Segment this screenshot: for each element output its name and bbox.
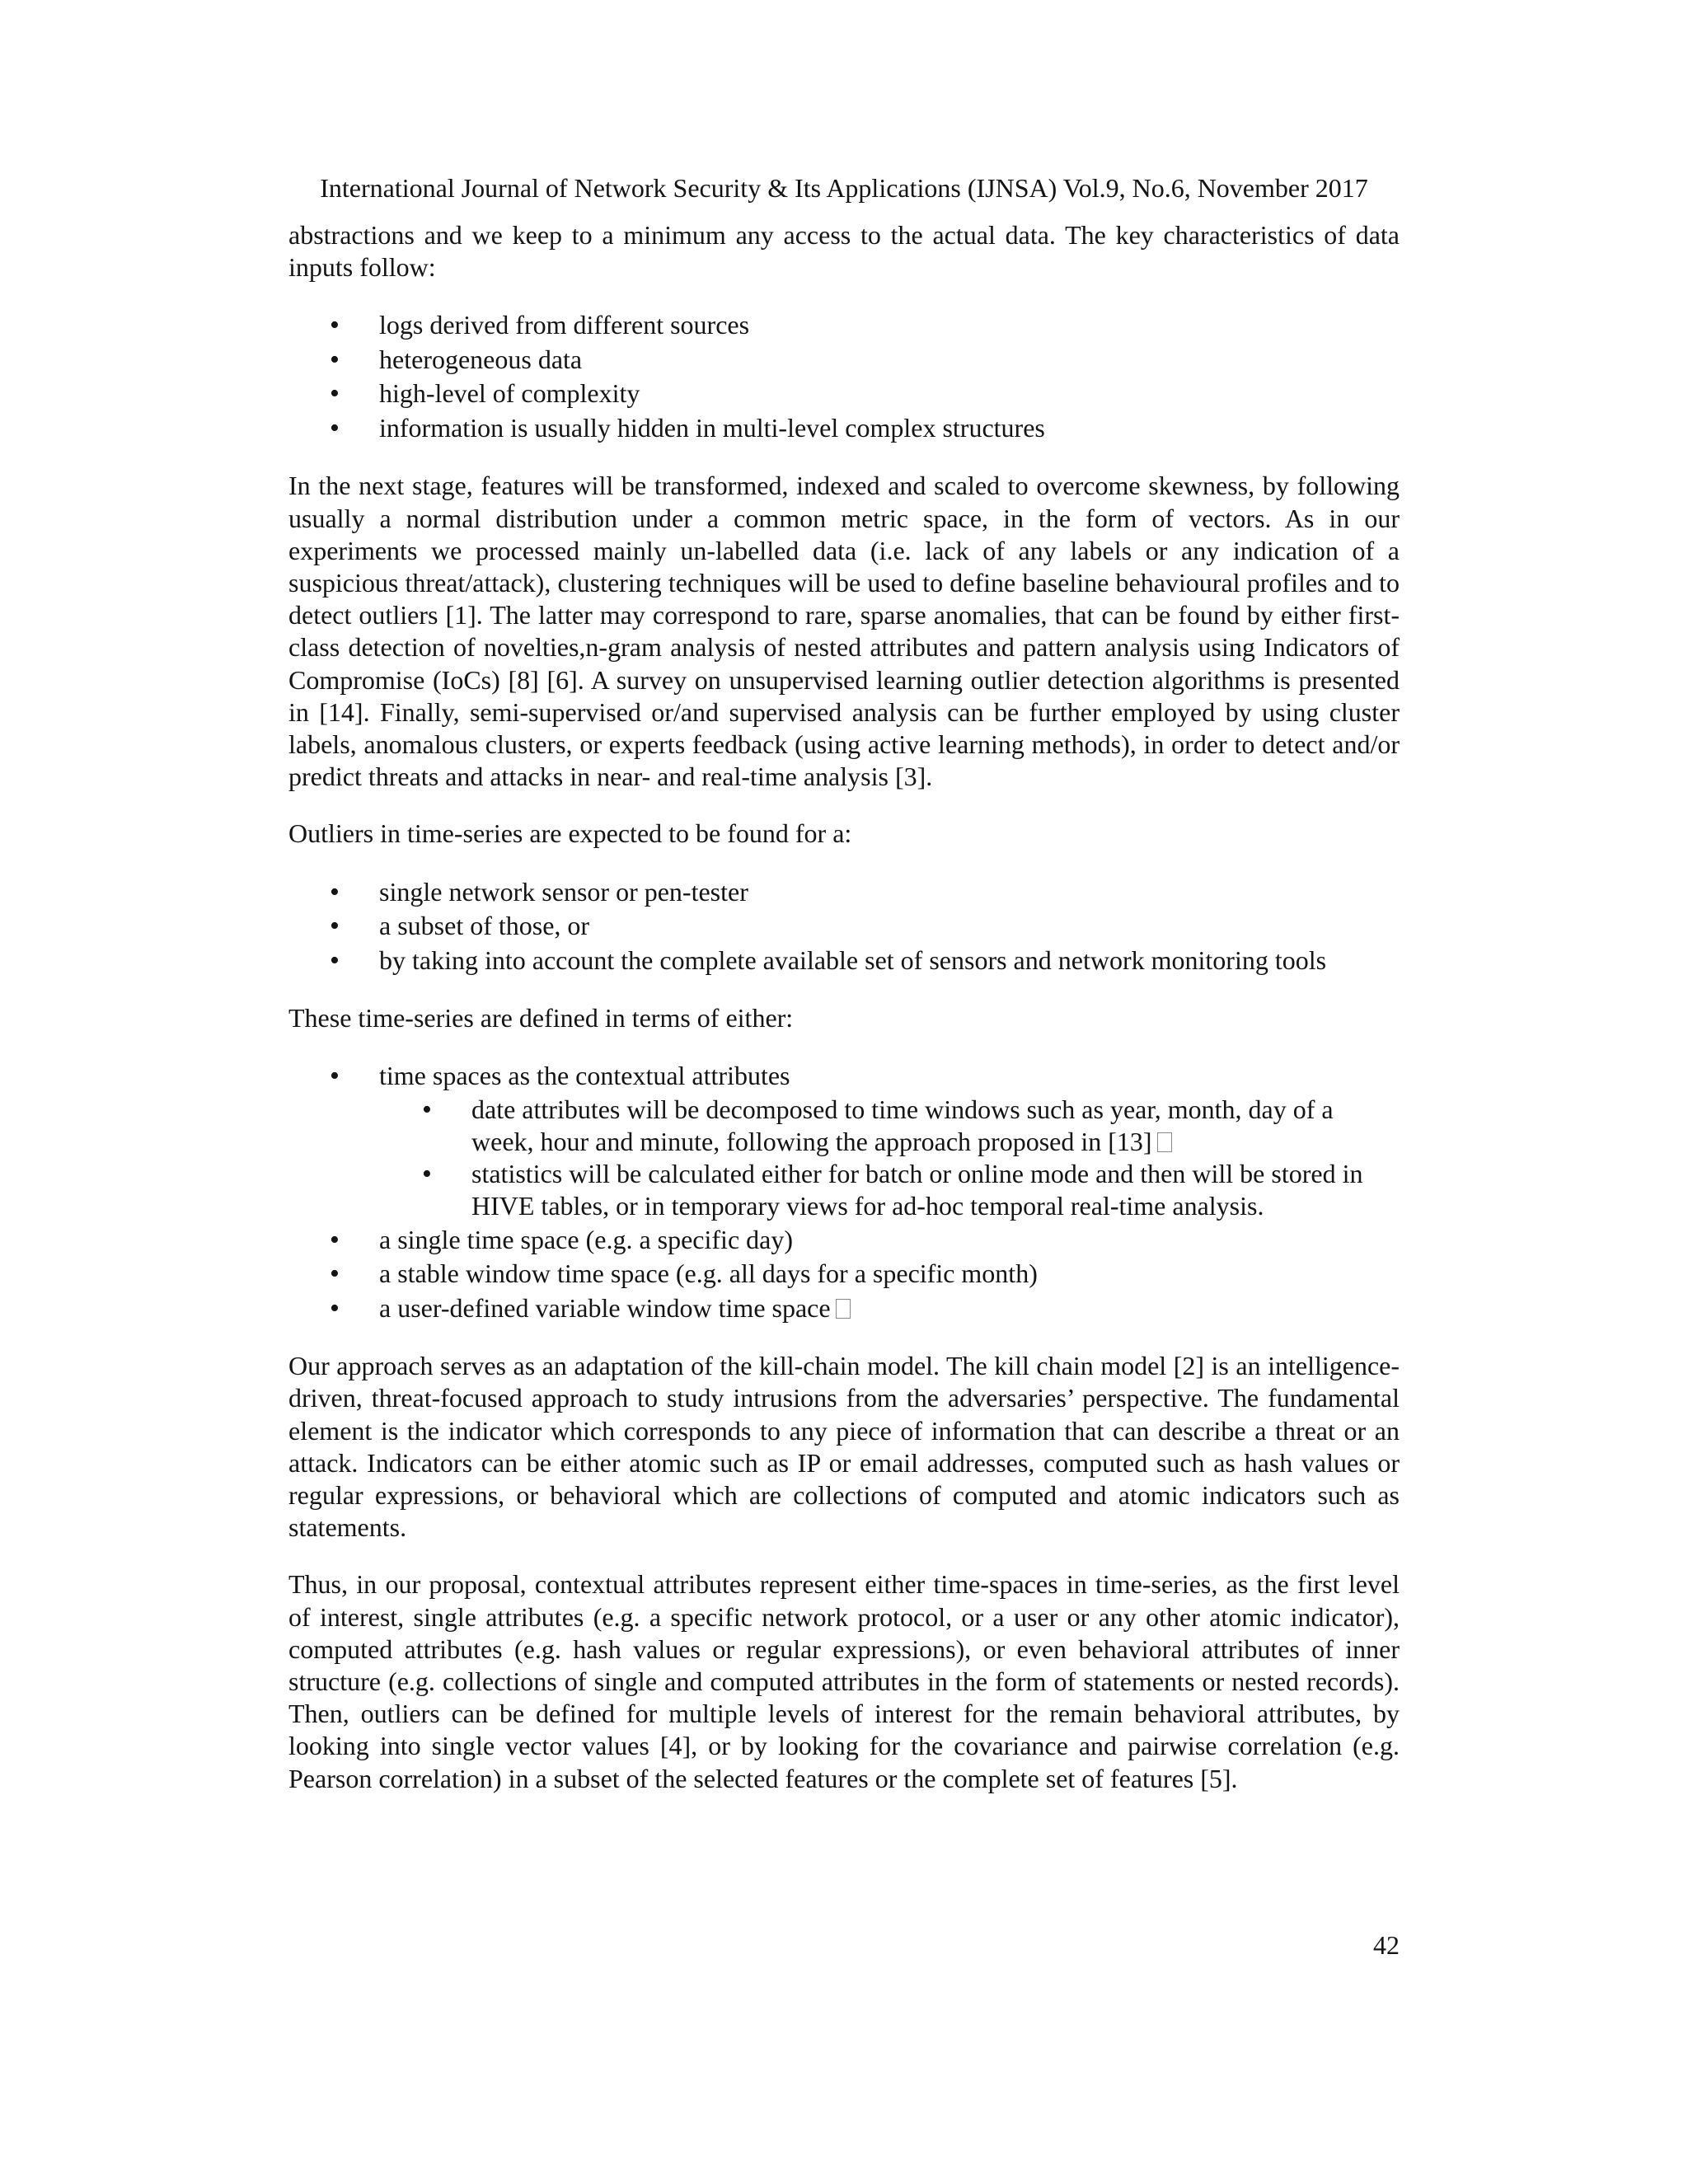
timeseries-list	[288, 1059, 1400, 1325]
missing-glyph-icon	[836, 1299, 851, 1319]
list-item: • heterogeneous data	[288, 343, 1400, 377]
list-item: • high-level of complexity	[288, 377, 1400, 411]
paragraph-timeseries-intro: These time-series are defined in terms of either:	[288, 1003, 794, 1033]
list-item: • information is usually hidden in multi-level complex structures	[288, 411, 1400, 446]
list-item-text: time spaces as the contextual attributes	[379, 1061, 790, 1091]
body-text	[288, 219, 1400, 1820]
list-item: • a subset of those, or	[288, 909, 1400, 944]
list-item: • logs derived from different sources	[288, 308, 1400, 343]
outlier-scope-list	[288, 875, 1400, 978]
list-item: • by taking into account the complete available set of sensors and network monitoring tools	[288, 944, 1400, 978]
paragraph-kill-chain: Our approach serves as an adaptation of the kill-chain model. The kill chain model [2] is an intelligence-driven, threat-focused approach to study intrusions from the adversaries’ perspective. The fundamental element is the indicator which corresponds to any piece of information that can describe a threat or an attack. Indicators can be either atomic such as IP or email addresses, computed such as hash values or regular expressions, or behavioral which are collections of computed and atomic indicators such as statements.	[288, 1351, 1400, 1543]
paragraph-outliers-intro: Outliers in time-series are expected to be found for a:	[288, 818, 852, 849]
missing-glyph-icon	[1157, 1132, 1172, 1152]
list-item	[288, 1291, 1400, 1326]
list-item	[288, 1059, 1400, 1222]
list-item: • a single time space (e.g. a specific day)	[288, 1223, 1400, 1258]
sub-list-item: • statistics will be calculated either for batch or online mode and then will be stored in HIVE tables, or in temporary views for ad-hoc temporal real-time analysis.	[288, 1158, 1400, 1222]
characteristics-list	[288, 308, 1400, 445]
list-item: • a stable window time space (e.g. all days for a specific month)	[288, 1257, 1400, 1291]
paragraph-intro: abstractions and we keep to a minimum any access to the actual data. The key characteristics of data inputs follow:	[288, 220, 1400, 283]
list-item-text: a user-defined variable window time space	[379, 1292, 831, 1323]
sub-list	[379, 1094, 1400, 1223]
paragraph-next-stage: In the next stage, features will be transformed, indexed and scaled to overcome skewness, by following usually a normal distribution under a common metric space, in the form of vectors. As in our experiments we processed mainly un-labelled data (i.e. lack of any labels or any indication of a suspicious threat/attack), clustering techniques will be used to define baseline behavioural profiles and to detect outliers [1]. The latter may correspond to rare, sparse anomalies, that can be found by either first-class detection of novelties,n-gram analysis of nested attributes and pattern analysis using Indicators of Compromise (IoCs) [8] [6]. A survey on unsupervised learning outlier detection algorithms is presented in [14]. Finally, semi-supervised or/and supervised analysis can be further employed by using cluster labels, anomalous clusters, or experts feedback (using active learning methods), in order to detect and/or predict threats and attacks in near- and real-time analysis [3].	[288, 471, 1400, 792]
page-number: 42	[1373, 1930, 1400, 1960]
paragraph-proposal: Thus, in our proposal, contextual attributes represent either time-spaces in time-series, as the first level of interest, single attributes (e.g. a specific network protocol, or a user or any other atomic indicator), computed attributes (e.g. hash values or regular expressions), or even behavioral attributes of inner structure (e.g. collections of single and computed attributes in the form of statements or nested records). Then, outliers can be defined for multiple levels of interest for the remain behavioral attributes, by looking into single vector values [4], or by looking for the covariance and pairwise correlation (e.g. Pearson correlation) in a subset of the selected features or the complete set of features [5].	[288, 1569, 1400, 1793]
list-item: • single network sensor or pen-tester	[288, 875, 1400, 910]
running-header: International Journal of Network Security & Its Applications (IJNSA) Vol.9, No.6, November 2017	[320, 173, 1368, 203]
sub-list-item	[288, 1094, 1400, 1158]
sub-list-item-text: date attributes will be decomposed to time windows such as year, month, day of a week, hour and minute, following the approach proposed in [13]	[471, 1094, 1334, 1157]
